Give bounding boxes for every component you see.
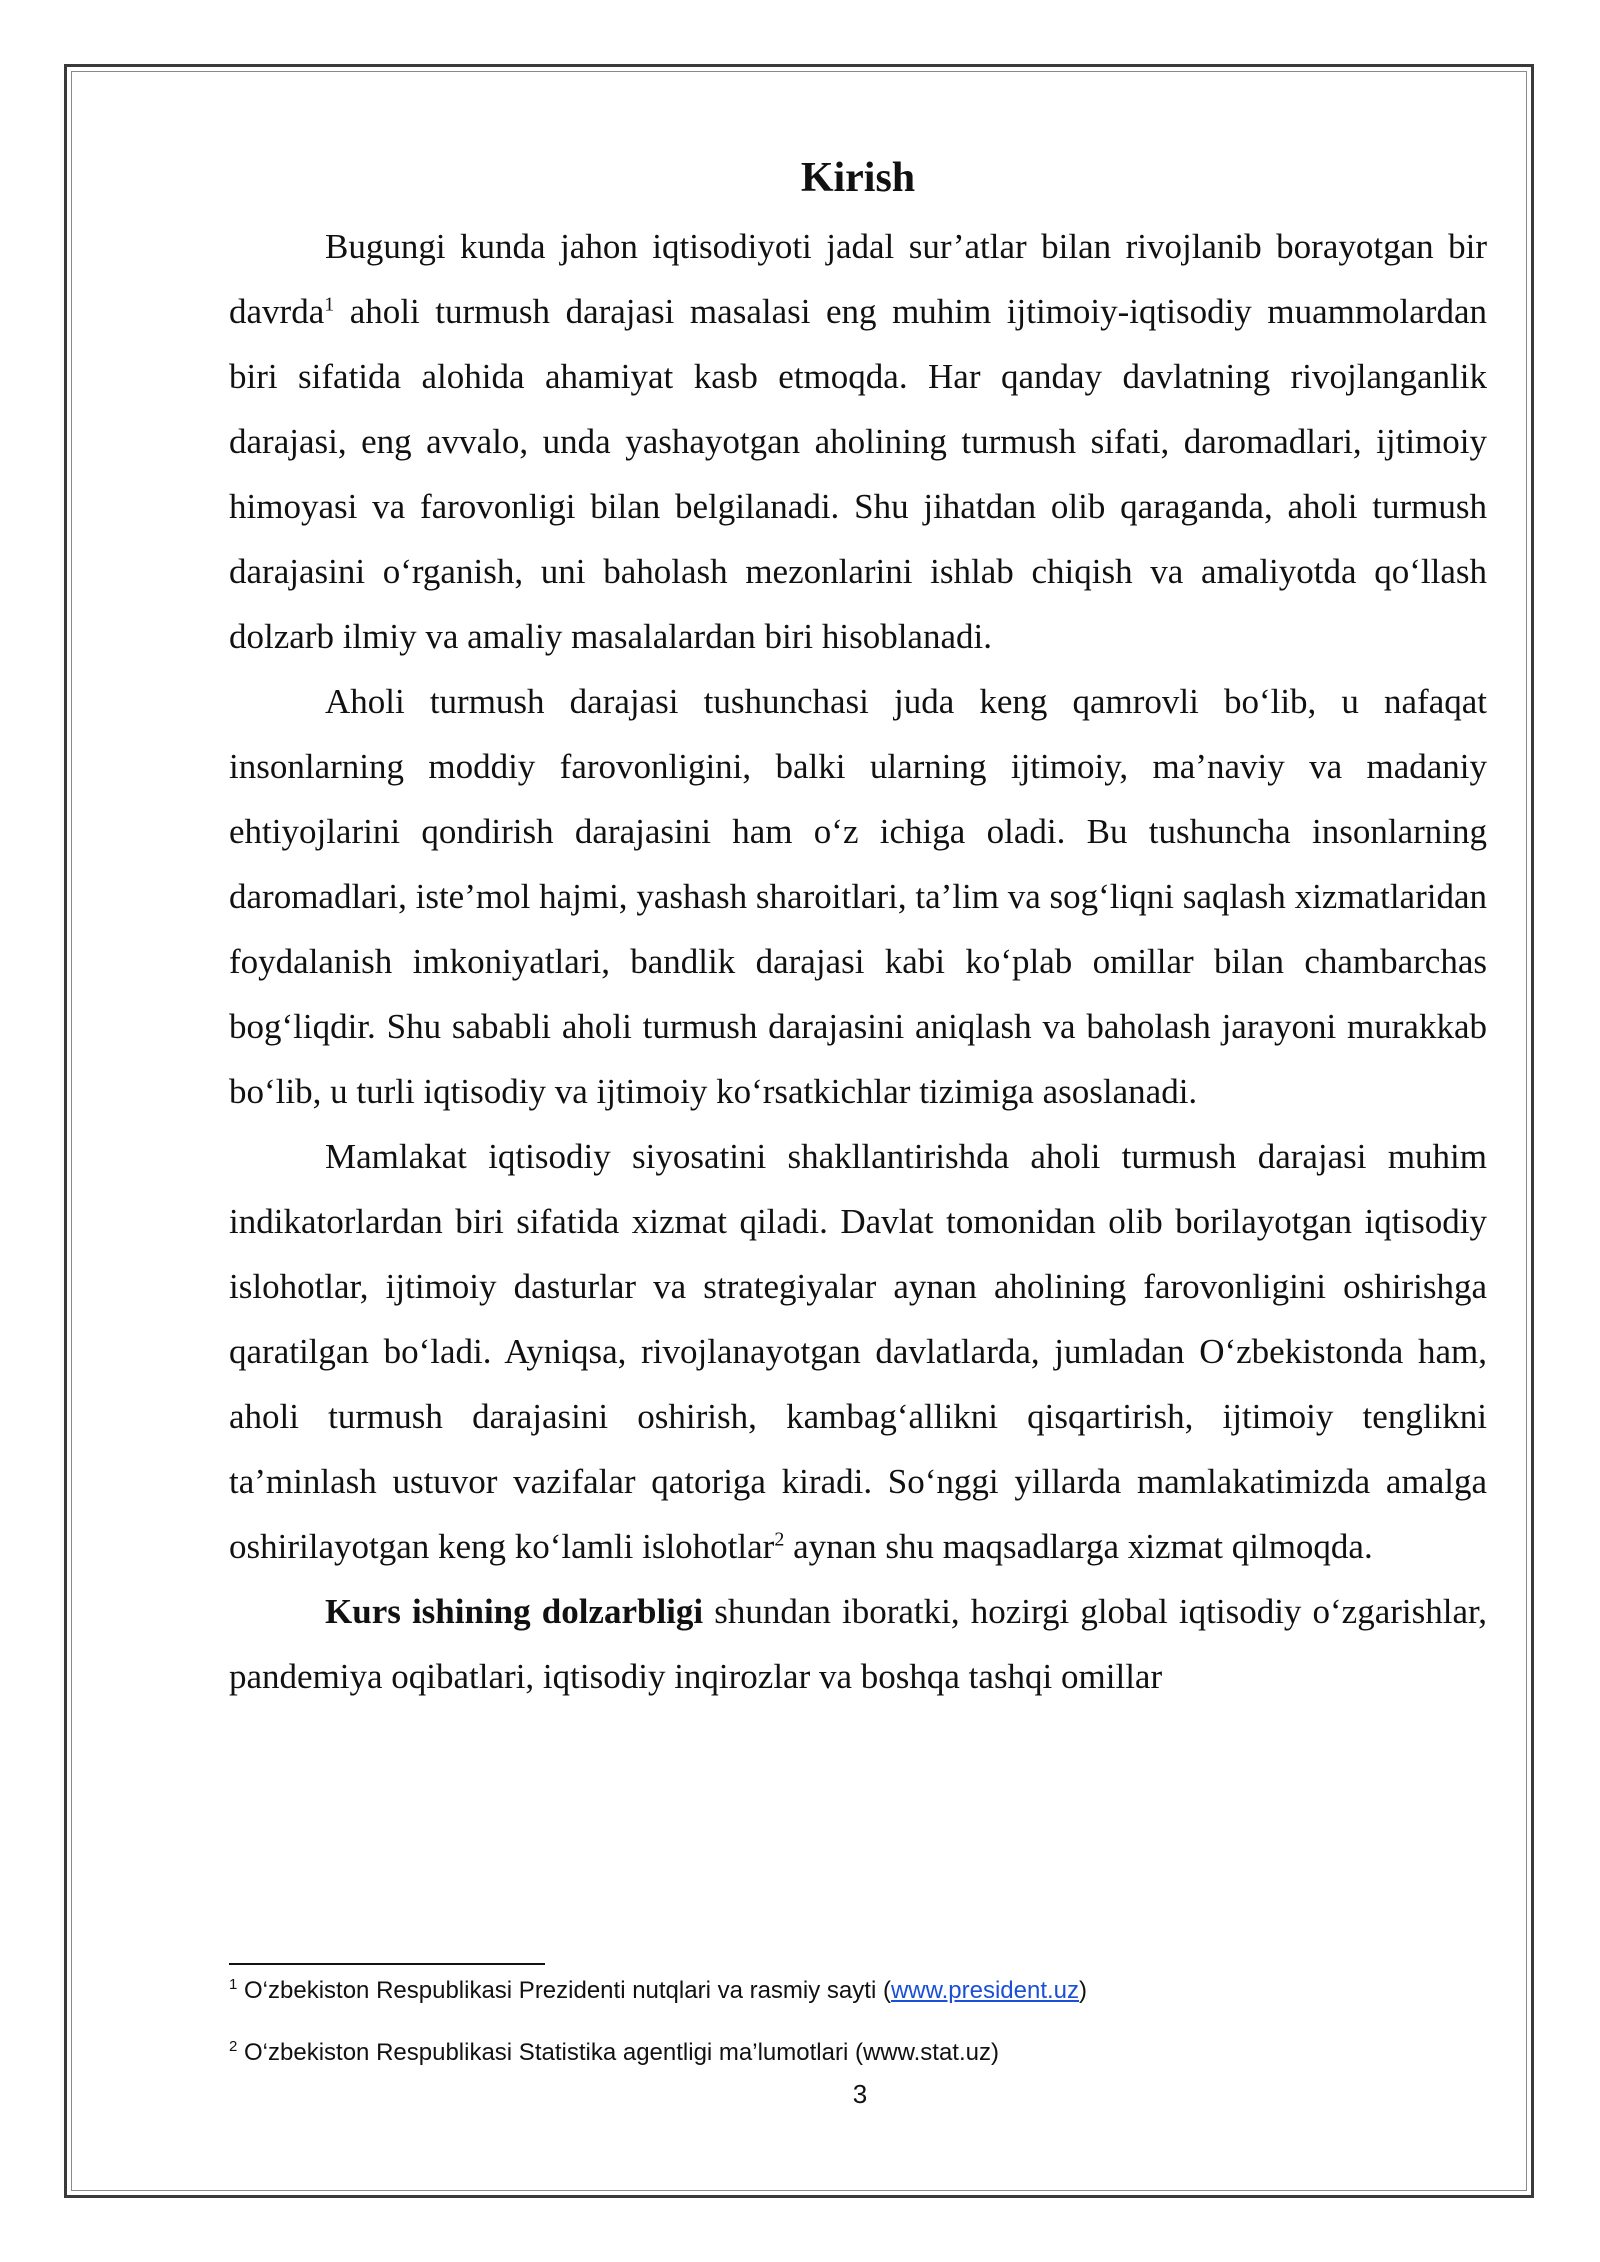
footnote-number: 1 [229, 1976, 238, 1993]
president-site-link[interactable]: www.president.uz [890, 1977, 1080, 2004]
footnote-reference[interactable]: 1 [324, 293, 335, 316]
paragraph-economic-policy [229, 1124, 1487, 1579]
footnote-2 [229, 2037, 1487, 2069]
footnote-separator [229, 1963, 545, 1965]
paragraph-text: Mamlakat iqtisodiy siyosatini shakllantirishda aholi turmush darajasi muhim indikatorlardan biri sifatida xizmat qiladi. Davlat tomonidan olib borilayotgan iqtisodiy islohotlar, ijtimoiy dasturlar va strategiyalar aynan aholining farovonligini oshirishga qaratilgan bo‘ladi. Ayniqsa, rivojlanayotgan davlatlarda, jumladan O‘zbekistonda ham, aholi turmush darajasini oshirish, kambag‘allikni qisqartirish, ijtimoiy tenglikni ta’minlash ustuvor vazifalar qatoriga kiradi. So‘nggi yillarda mamlakatimizda amalga oshirilayotgan keng ko‘lamli islohotlar [229, 1137, 1487, 1566]
footnote-text: O‘zbekiston Respublikasi Prezidenti nutqlari va rasmiy sayti ( [237, 1977, 891, 2004]
page-body [229, 150, 1487, 1709]
footnotes [229, 1975, 1487, 2069]
relevance-heading: Kurs ishining dolzarbligi [325, 1592, 704, 1631]
footnote-1 [229, 1975, 1487, 2007]
footnote-reference[interactable]: 2 [774, 1528, 785, 1551]
page-number: 3 [852, 2079, 868, 2109]
footnote-text: ) [1079, 1977, 1088, 2004]
paragraph-text: shundan iboratki, hozirgi global iqtisodiy o‘zgarishlar, pandemiya oqibatlari, iqtisodiy inqirozlar va boshqa tashqi omillar [229, 1592, 1487, 1696]
footnote-number: 2 [229, 2038, 238, 2055]
paragraph-living-standard-concept: Aholi turmush darajasi tushunchasi juda keng qamrovli bo‘lib, u nafaqat insonlarning moddiy farovonligini, balki ularning ijtimoiy, ma’naviy va madaniy ehtiyojlarini qondirish darajasini ham o‘z ichiga oladi. Bu tushuncha insonlarning daromadlari, iste’mol hajmi, yashash sharoitlari, ta’lim va sog‘liqni saqlash xizmatlaridan foydalanish imkoniyatlari, bandlik darajasi kabi ko‘plab omillar bilan chambarchas bog‘liqdir. Shu sababli aholi turmush darajasini aniqlash va baholash jarayoni murakkab bo‘lib, u turli iqtisodiy va ijtimoiy ko‘rsatkichlar tizimiga asoslanadi. [229, 682, 1487, 1111]
paragraph-text: aholi turmush darajasi masalasi eng muhim ijtimoiy-iqtisodiy muammolardan biri sifatida alohida ahamiyat kasb etmoqda. Har qanday davlatning rivojlanganlik darajasi, eng avvalo, unda yashayotgan aholining turmush sifati, daromadlari, ijtimoiy himoyasi va farovonligi bilan belgilanadi. Shu jihatdan olib qaraganda, aholi turmush darajasini o‘rganish, uni baholash mezonlarini ishlab chiqish va amaliyotda qo‘llash dolzarb ilmiy va amaliy masalalardan biri hisoblanadi. [229, 292, 1487, 656]
paragraph-text: aynan shu maqsadlarga xizmat qilmoqda. [784, 1527, 1373, 1566]
page-title: Kirish [800, 155, 916, 201]
paragraph-text: Bugungi kunda jahon iqtisodiyoti jadal sur’atlar bilan rivojlanib borayotgan bir davrda [229, 227, 1487, 331]
paragraph-introduction [229, 214, 1487, 669]
paragraph-relevance [229, 1579, 1487, 1709]
footnote-text: O‘zbekiston Respublikasi Statistika agentligi ma’lumotlari (www.stat.uz) [237, 2039, 999, 2066]
